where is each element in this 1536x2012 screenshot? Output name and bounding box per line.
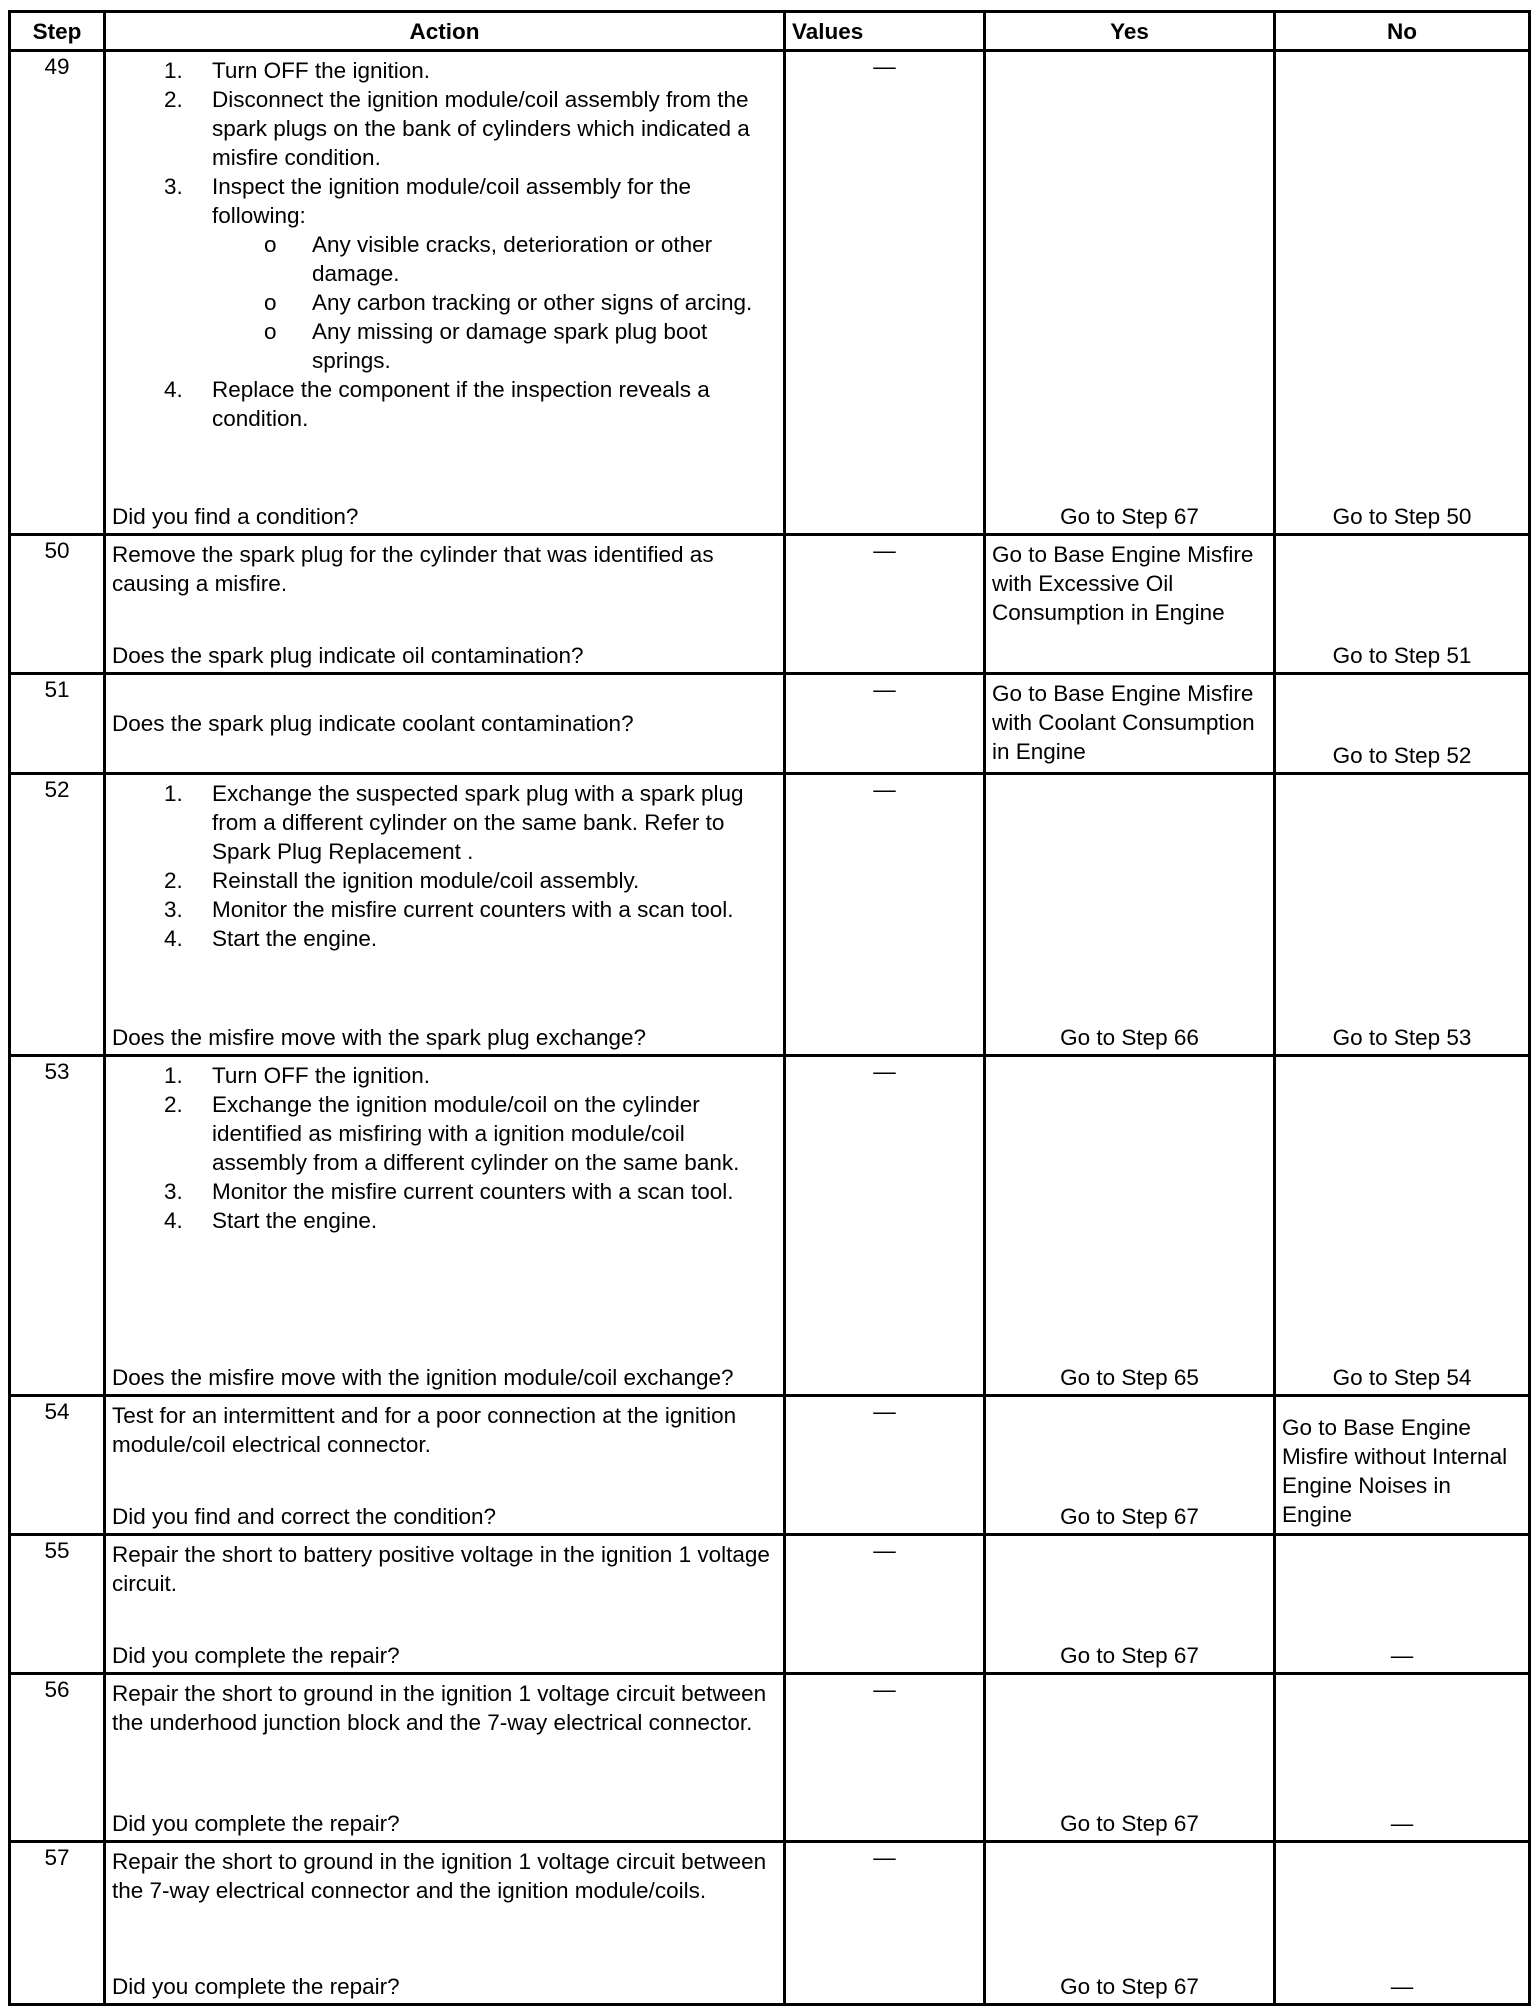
values-cell: — (785, 51, 985, 535)
table-row (10, 1056, 1530, 1396)
no-cell (1275, 1535, 1530, 1674)
action-cell (105, 1842, 785, 2005)
values-cell: — (785, 774, 985, 1056)
yes-link[interactable]: Go to Step 67 (1060, 1811, 1199, 1836)
action-cell (105, 535, 785, 674)
action-text: Repair the short to ground in the ignition 1 voltage circuit between the underhood junction block and the 7-way electrical connector. (112, 1681, 767, 1735)
step-number: 53 (10, 1056, 105, 1396)
action-step: Turn OFF the ignition. (212, 1063, 431, 1088)
question-text: Did you complete the repair? (112, 1974, 400, 1999)
values-cell: — (785, 674, 985, 774)
action-step: Replace the component if the inspection reveals a condition. (212, 377, 710, 431)
yes-cell (985, 1842, 1275, 2005)
action-text: Repair the short to ground in the ignition 1 voltage circuit between the 7-way electrical connector and the ignition module/coils. (112, 1849, 767, 1903)
yes-link[interactable]: Go to Step 66 (1060, 1025, 1199, 1050)
action-steps: 1. Turn OFF the ignition. 2. Disconnect the ignition module/coil assembly from the spark plugs on the bank of cylinders which indicated a misfire condition. 3. Inspect the ignition module/coil assembly for the following: (164, 58, 750, 228)
table-row (10, 674, 1530, 774)
no-cell (1275, 774, 1530, 1056)
step-number: 56 (10, 1674, 105, 1842)
action-text: Remove the spark plug for the cylinder that was identified as causing a misfire. (112, 542, 714, 596)
header-step: Step (10, 12, 105, 51)
inspection-list: o Any visible cracks, deterioration or other damage. o Any carbon tracking or other signs of arcing. o Any missing or damage spark plug boot springs. (264, 232, 753, 373)
action-step: Reinstall the ignition module/coil assembly. (212, 868, 640, 893)
step-number: 52 (10, 774, 105, 1056)
question-text: Does the spark plug indicate oil contamination? (112, 643, 584, 668)
action-cell (105, 1674, 785, 1842)
yes-cell (985, 535, 1275, 674)
yes-link[interactable]: Go to Step 65 (1060, 1365, 1199, 1390)
yes-link[interactable]: Go to Step 67 (1060, 1974, 1199, 1999)
action-step: Disconnect the ignition module/coil assembly from the spark plugs on the bank of cylinders which indicated a misfire condition. (212, 87, 750, 170)
table-row (10, 51, 1530, 535)
no-cell (1275, 1056, 1530, 1396)
table-row (10, 774, 1530, 1056)
step-number: 51 (10, 674, 105, 774)
action-steps: 1. Exchange the suspected spark plug with a spark plug from a different cylinder on the same bank. Refer to Spark Plug Replacement . 2. Reinstall the ignition module/coil assembly. 3. Monitor the misfire current counters with a scan tool. 4. Start the engine. (164, 781, 744, 951)
question-text: Did you complete the repair? (112, 1811, 400, 1836)
values-cell: — (785, 1674, 985, 1842)
yes-link[interactable]: Go to Step 67 (1060, 1504, 1199, 1529)
values-cell: — (785, 1056, 985, 1396)
values-cell: — (785, 1535, 985, 1674)
action-cell (105, 774, 785, 1056)
yes-cell (985, 774, 1275, 1056)
yes-link[interactable]: Go to Step 67 (1060, 1643, 1199, 1668)
no-value: — (1390, 1811, 1414, 1836)
yes-link[interactable]: Go to Base Engine Misfire with Excessive Oil Consumption in Engine (992, 542, 1254, 625)
no-cell (1275, 1396, 1530, 1535)
yes-link[interactable]: Go to Step 67 (1060, 504, 1199, 529)
action-step: Exchange the suspected spark plug with a spark plug from a different cylinder on the same bank. Refer to Spark Plug Replacement . (212, 781, 744, 864)
no-link[interactable]: Go to Step 53 (1332, 1025, 1472, 1050)
action-step: Inspect the ignition module/coil assembly for the following: (212, 174, 692, 228)
no-link[interactable]: Go to Step 54 (1332, 1365, 1472, 1390)
question-text: Did you find a condition? (112, 504, 359, 529)
question-text: Did you find and correct the condition? (112, 1504, 496, 1529)
no-cell (1275, 674, 1530, 774)
header-yes: Yes (985, 12, 1275, 51)
action-cell: 1. Turn OFF the ignition. 2. Disconnect the ignition module/coil assembly from the spark plugs on the bank of cylinders which indicated a misfire condition. 3. Inspect the ignition module/coil assembly for the following: o Any visible cracks, deterioration or other damage. o Any carbon tracking or other signs of arcing. o Any missing or damage spark plug boot springs. 4. Replace the component if the inspection reveals a condition. Did you find a condition? (105, 51, 785, 535)
no-link[interactable]: Go to Step 50 (1332, 504, 1472, 529)
header-no: No (1275, 12, 1530, 51)
yes-cell (985, 51, 1275, 535)
table-row (10, 1535, 1530, 1674)
no-link[interactable]: Go to Base Engine Misfire without Internal Engine Noises in Engine (1282, 1415, 1508, 1527)
question-text: Did you complete the repair? (112, 1643, 400, 1668)
yes-cell (985, 674, 1275, 774)
values-cell: — (785, 1396, 985, 1535)
inspection-item: Any visible cracks, deterioration or other damage. (312, 232, 713, 286)
no-value: — (1390, 1643, 1414, 1668)
no-link[interactable]: Go to Step 51 (1332, 643, 1472, 668)
action-cell (105, 1396, 785, 1535)
action-text: Repair the short to battery positive voltage in the ignition 1 voltage circuit. (112, 1542, 770, 1596)
question-text: Does the spark plug indicate coolant contamination? (112, 711, 634, 736)
action-text: Test for an intermittent and for a poor connection at the ignition module/coil electrical connector. (112, 1403, 737, 1457)
no-cell (1275, 1674, 1530, 1842)
diagnostic-table (8, 10, 1531, 2006)
action-cell (105, 1056, 785, 1396)
header-row (10, 12, 1530, 51)
table-row (10, 1396, 1530, 1535)
action-step: Turn OFF the ignition. (212, 58, 431, 83)
action-step: Monitor the misfire current counters with a scan tool. (212, 897, 734, 922)
table-row (10, 535, 1530, 674)
yes-cell (985, 1674, 1275, 1842)
yes-cell (985, 1056, 1275, 1396)
yes-cell (985, 1535, 1275, 1674)
action-step: Start the engine. (212, 1208, 378, 1233)
action-step: Monitor the misfire current counters with a scan tool. (212, 1179, 734, 1204)
header-values: Values (785, 12, 985, 51)
question-text: Does the misfire move with the spark plug exchange? (112, 1025, 647, 1050)
values-cell: — (785, 535, 985, 674)
no-cell (1275, 535, 1530, 674)
inspection-item: Any carbon tracking or other signs of arcing. (312, 290, 753, 315)
step-number: 54 (10, 1396, 105, 1535)
header-action: Action (105, 12, 785, 51)
action-steps: 1. Turn OFF the ignition. 2. Exchange the ignition module/coil on the cylinder identified as misfiring with a ignition module/coil assembly from a different cylinder on the same bank. 3. Monitor the misfire current counters with a scan tool. 4. Start the engine. (164, 1063, 740, 1233)
table-row (10, 1674, 1530, 1842)
action-step: Exchange the ignition module/coil on the cylinder identified as misfiring with a ignition module/coil assembly from a different cylinder on the same bank. (212, 1092, 740, 1175)
no-cell (1275, 1842, 1530, 2005)
action-step: Start the engine. (212, 926, 378, 951)
step-number: 50 (10, 535, 105, 674)
step-number: 55 (10, 1535, 105, 1674)
step-number: 57 (10, 1842, 105, 2005)
no-link[interactable]: Go to Step 52 (1332, 743, 1472, 768)
action-cell (105, 674, 785, 774)
question-text: Does the misfire move with the ignition module/coil exchange? (112, 1365, 734, 1390)
no-cell (1275, 51, 1530, 535)
yes-link[interactable]: Go to Base Engine Misfire with Coolant Consumption in Engine (992, 681, 1255, 764)
step-number: 49 (10, 51, 105, 535)
table-row (10, 1842, 1530, 2005)
inspection-item: Any missing or damage spark plug boot springs. (312, 319, 708, 373)
values-cell: — (785, 1842, 985, 2005)
action-cell (105, 1535, 785, 1674)
yes-cell (985, 1396, 1275, 1535)
no-value: — (1390, 1974, 1414, 1999)
